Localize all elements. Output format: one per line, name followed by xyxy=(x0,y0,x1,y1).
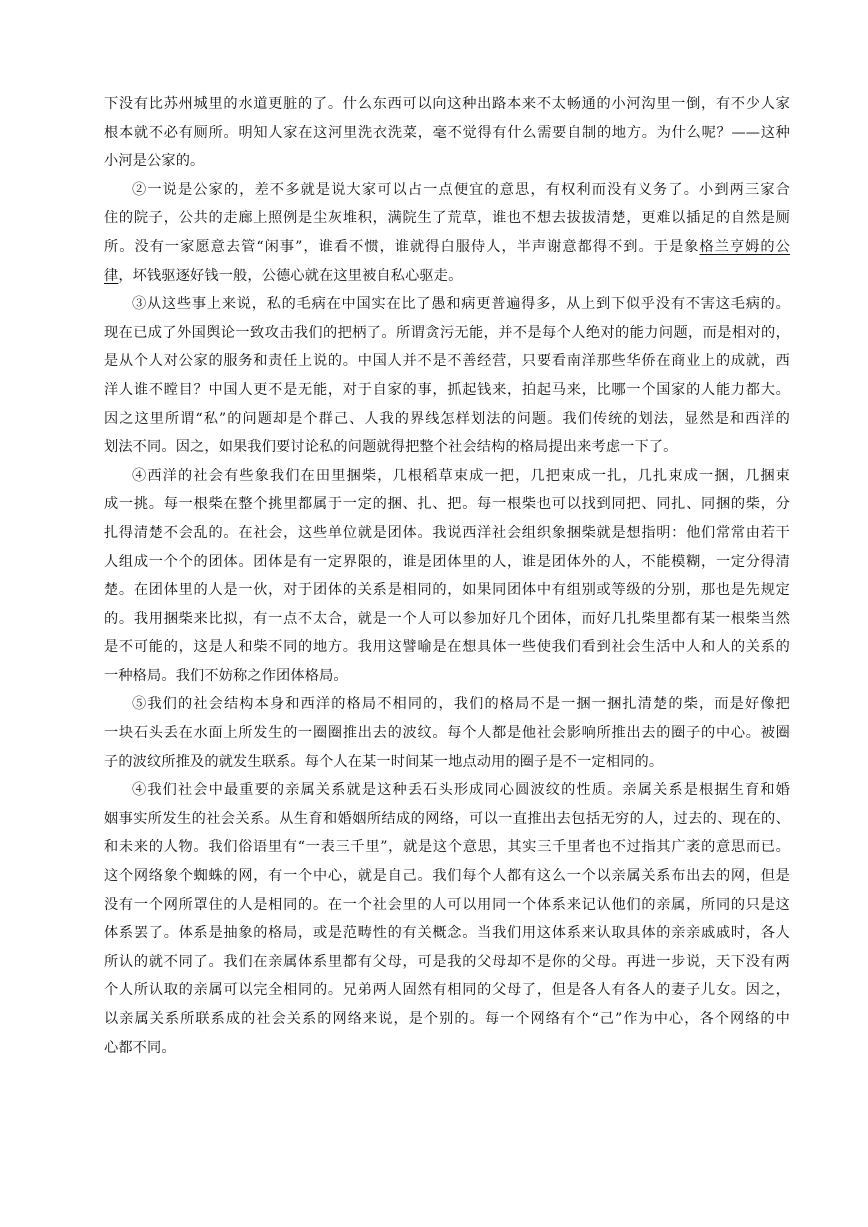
paragraph-2 xyxy=(104,176,790,290)
text-line-with-underline xyxy=(104,262,790,291)
text-line: 体系罢了。体系是抽象的格局，或是范畴性的有关概念。当我们用这体系来认取具体的亲亲戚戚时，各人 xyxy=(104,925,790,942)
text-line: 是从个人对公家的服务和责任上说的。中国人并不是不善经营，只要看南洋那些华侨在商业上的成就，西 xyxy=(104,353,790,370)
text-line: 以亲属关系所联系成的社会关系的网络来说，是个别的。每一个网络有个“己”作为中心，各个网络的中 xyxy=(104,1011,790,1027)
text-line-with-underline xyxy=(104,233,790,262)
text-line: 一种格局。我们不妨称之作团体格局。 xyxy=(104,667,348,684)
text-line: 心都不同。 xyxy=(104,1039,176,1056)
paragraph-3 xyxy=(104,290,790,462)
text-line: 划法不同。因之，如果我们要讨论私的问题就得把整个社会结构的格局提出来考虑一下了。 xyxy=(104,439,678,456)
text-line: 是不可能的，这是人和柴不同的地方。我用这譬喻是在想具体一些使我们看到社会生活中人和人的关系的 xyxy=(104,639,790,656)
text-line: 和未来的人物。我们俗语里有“一表三千里”，就是这个意思，其实三千里者也不过指其广袤的意思而已。 xyxy=(104,839,790,856)
text-line: 扎得清楚不会乱的。在社会，这些单位就是团体。我说西洋社会组织象捆柴就是想指明：他们常常由若干 xyxy=(104,524,790,541)
text-line: 子的波纹所推及的就发生联系。每个人在某一时间某一地点动用的圈子是不一定相同的。 xyxy=(104,753,664,770)
text-line: 没有一个网所罩住的人是相同的。在一个社会里的人可以用同一个体系来记认他们的亲属，所同的只是这 xyxy=(104,896,790,913)
paragraph-4 xyxy=(104,462,790,691)
text-line: 所认的就不同了。我们在亲属体系里都有父母，可是我的父母却不是你的父母。再进一步说，天下没有两 xyxy=(104,953,790,970)
text-line: 一块石头丢在水面上所发生的一圈圈推出去的波纹。每个人都是他社会影响所推出去的圈子的中心。被圈 xyxy=(104,725,790,742)
text-segment: ，坏钱驱逐好钱一般，公德心就在这里被自私心驱走。 xyxy=(118,267,463,284)
text-line: 下没有比苏州城里的水道更脏的了。什么东西可以向这种出路本来不太畅通的小河沟里一倒，有不少人家 xyxy=(104,96,790,112)
text-line: 洋人谁不瞠目？中国人更不是无能，对于自家的事，抓起钱来，拍起马来，比哪一个国家的人能力都大。 xyxy=(104,381,790,398)
paragraph-continuation xyxy=(104,90,790,176)
text-line: 的。我用捆柴来比拟，有一点不太合，就是一个人可以参加好几个团体，而好几扎柴里都有某一根柴当然 xyxy=(104,610,790,627)
document-page xyxy=(104,90,790,1062)
text-line: 成一挑。每一根柴在整个挑里都属于一定的捆、扎、把。每一根柴也可以找到同把、同扎、同捆的柴，分 xyxy=(104,496,790,513)
text-line: 个人所认取的亲属可以完全相同的。兄弟两人固然有相同的父母了，但是各人有各人的妻子儿女。因之， xyxy=(104,982,790,999)
text-line: ⑤我们的社会结构本身和西洋的格局不相同的，我们的格局不是一捆一捆扎清楚的柴，而是好像把 xyxy=(132,696,790,713)
text-line: 人组成一个个的团体。团体是有一定界限的，谁是团体里的人，谁是团体外的人，不能模糊，一定分得清 xyxy=(104,553,790,570)
text-line: 姻事实所发生的社会关系。从生育和婚姻所结成的网络，可以一直推出去包括无穷的人，过去的、现在的、 xyxy=(104,810,790,827)
text-line: ④我们社会中最重要的亲属关系就是这种丢石头形成同心圆波纹的性质。亲属关系是根据生育和婚 xyxy=(132,782,790,799)
text-line: 现在已成了外国舆论一致攻击我们的把柄了。所谓贪污无能，并不是每个人绝对的能力问题，而是相对的， xyxy=(104,324,790,341)
paragraph-5 xyxy=(104,690,790,776)
text-line: 小河是公家的。 xyxy=(104,153,205,170)
text-line: 因之这里所谓“私”的问题却是个群己、人我的界线怎样划法的问题。我们传统的划法，显然是和西洋的 xyxy=(104,410,790,427)
underlined-term: 格兰亨姆的公 xyxy=(699,238,790,255)
text-segment: 所。没有一家愿意去管“闲事”，谁看不惯，谁就得白服侍人，半声谢意都得不到。于是象 xyxy=(104,238,700,255)
text-line: 这个网络象个蜘蛛的网，有一个中心，就是自己。我们每个人都有这么一个以亲属关系布出去的网，但是 xyxy=(104,868,790,885)
underlined-term: 律 xyxy=(104,267,119,284)
text-line: ②一说是公家的，差不多就是说大家可以占一点便宜的意思，有权利而没有义务了。小到两三家合 xyxy=(132,181,790,198)
paragraph-6 xyxy=(104,776,790,1062)
text-line: ④西洋的社会有些象我们在田里捆柴，几根稻草束成一把，几把束成一扎，几扎束成一捆，几捆束 xyxy=(132,467,790,484)
text-line: 住的院子，公共的走廊上照例是尘灰堆积，满院生了荒草，谁也不想去拔拔清楚，更难以插足的自然是厕 xyxy=(104,210,790,227)
text-line: ③从这些事上来说，私的毛病在中国实在比了愚和病更普遍得多，从上到下似乎没有不害这毛病的。 xyxy=(132,296,790,313)
text-line: 根本就不必有厕所。明知人家在这河里洗衣洗菜，毫不觉得有什么需要自制的地方。为什么呢？——这种 xyxy=(104,124,790,141)
text-line: 楚。在团体里的人是一伙，对于团体的关系是相同的，如果同团体中有组别或等级的分别，那也是先规定 xyxy=(104,582,790,599)
